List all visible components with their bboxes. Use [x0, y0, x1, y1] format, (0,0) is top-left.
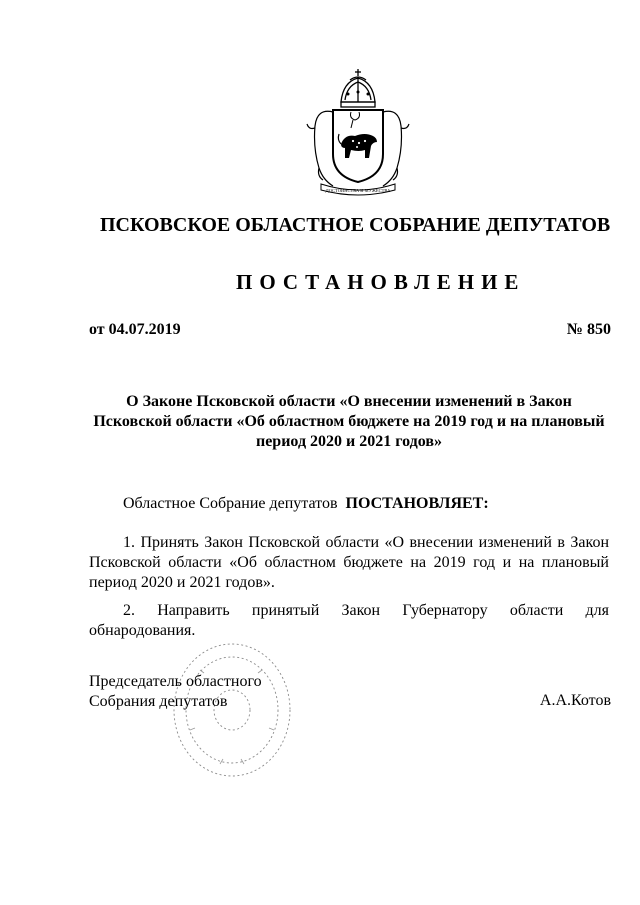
- subject-line: Псковской области «Об областном бюджете на 2019 год и на плановый: [93, 413, 605, 430]
- intro-prefix: Областное Собрание депутатов: [123, 495, 338, 512]
- subject-line: О Законе Псковской области «О внесении изменений в Закон: [126, 393, 572, 410]
- signatory-name: А.А.Котов: [539, 692, 611, 709]
- subject-line: период 2020 и 2021 годов»: [255, 433, 443, 450]
- intro-keyword: ПОСТАНОВЛЯЕТ:: [345, 495, 489, 512]
- resolution-item-2: 2. Направить принятый Закон Губернатору области для обнародования.: [89, 602, 609, 639]
- signatory-title-line: Председатель областного: [89, 673, 262, 690]
- document-number: № 850: [566, 321, 611, 338]
- organization-title: ПСКОВСКОЕ ОБЛАСТНОЕ СОБРАНИЕ ДЕПУТАТОВ: [100, 214, 611, 236]
- signatory-title-line: Собрания депутатов: [89, 693, 228, 710]
- document-type: ПОСТАНОВЛЕНИЕ: [236, 270, 526, 294]
- resolution-item-1: 1. Принять Закон Псковской области «О внесении изменений в Закон Псковской области «Об областном бюджете на 2019 год и на плановый период 2020 и 2021 годов».: [89, 534, 609, 591]
- document-subject: [89, 392, 609, 452]
- emblem-motto: ДОСТОИНСТВА И МУЖЕСТВА: [325, 188, 391, 193]
- signatory-title: [89, 672, 262, 712]
- resolution-intro: [123, 495, 489, 513]
- document-date: от 04.07.2019: [89, 321, 181, 338]
- coat-of-arms-emblem: [303, 68, 413, 198]
